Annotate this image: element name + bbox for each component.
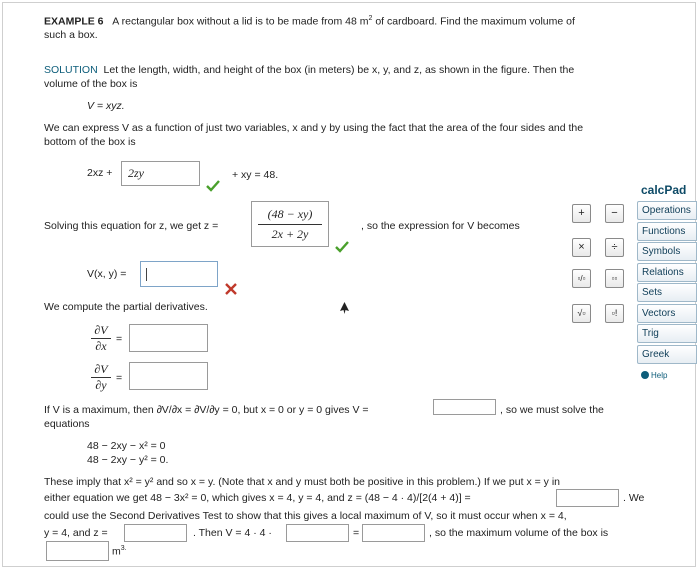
divide-button[interactable]: ÷ (605, 238, 624, 257)
v-product-input[interactable] (286, 524, 349, 542)
solution-line-1: SOLUTION Let the length, width, and height of the box (in meters) be x, y, and z, as shown in the figure. Then the (44, 64, 575, 76)
z-value-input[interactable] (556, 489, 619, 507)
z-fraction: $\frac{(48 - xy)}{2x + 2y}$ (258, 207, 322, 242)
dv-dy-label: ∂V ∂y (91, 362, 111, 393)
tab-symbols[interactable]: Symbols (637, 242, 697, 261)
example-heading: EXAMPLE 6 A rectangular box without a lid is to be made from 48 $m^2$ of cardboard. Find the maximum volume of (44, 15, 575, 28)
solve-z-text: Solving this equation for z, we get z = (44, 220, 219, 232)
sqrt-button[interactable]: √▫ (572, 304, 591, 323)
v-result-input[interactable] (362, 524, 425, 542)
help-link[interactable]: Help (641, 371, 667, 380)
implies-line-4d: , so the maximum volume of the box is (429, 527, 609, 539)
dv-dx-equals: = (116, 333, 123, 345)
dv-dy-equals: = (116, 372, 123, 384)
maximum-text-3: equations (44, 418, 90, 430)
z-answer-input[interactable] (251, 201, 329, 247)
volume-unit: $m^{3.}$ (112, 545, 127, 558)
implies-line-4b: . Then V = 4 · 4 · (193, 527, 272, 539)
implies-line-3: could use the Second Derivatives Test to show that this gives a local maximum of V, so it must occur when x = 4, (44, 510, 567, 522)
calcpad-title: calcPad (641, 183, 687, 197)
maximum-text-2: , so we must solve the (500, 404, 604, 416)
example-text-cont: such a box. (44, 29, 98, 41)
equation-2: 48 − 2xy − y² = 0. (87, 454, 169, 466)
correct-check-icon (206, 180, 220, 192)
maximum-text-1: If V is a maximum, then ∂V/∂x = ∂V/∂y = 0, but x = 0 or y = 0 gives V = (44, 404, 369, 416)
z-final-input[interactable] (124, 524, 187, 542)
max-volume-input[interactable] (46, 541, 109, 561)
solve-z-after: , so the expression for V becomes (361, 220, 520, 232)
implies-equals: = (353, 527, 360, 539)
implies-line-2-end: . We (623, 492, 645, 504)
tab-vectors[interactable]: Vectors (637, 304, 697, 323)
correct-check-icon-2 (335, 241, 349, 253)
implies-line-1: These imply that x² = y² and so x = y. (Note that x and y must both be positive in this problem.) If we put x = y in (44, 476, 560, 488)
implies-line-4a: y = 4, and z = (44, 527, 108, 539)
partials-text: We compute the partial derivatives. (44, 301, 208, 313)
solution-line-4: bottom of the box is (44, 136, 136, 148)
mouse-pointer-icon (340, 302, 349, 314)
text-cursor (146, 268, 147, 281)
incorrect-x-icon (225, 283, 237, 295)
tab-sets[interactable]: Sets (637, 283, 697, 302)
implies-line-2: either equation we get 48 − 3x² = 0, which gives x = 4, y = 4, and z = (48 − 4 · 4)/[2(4 + 4)] = (44, 492, 471, 504)
area-equation-suffix: + xy = 48. (232, 169, 279, 181)
times-button[interactable]: × (572, 238, 591, 257)
factorial-button[interactable]: ▫! (605, 304, 624, 323)
area-equation-prefix: 2xz + (87, 167, 113, 179)
calcpad-tabs (637, 201, 697, 365)
dv-dx-label: ∂V ∂x (91, 323, 111, 354)
solution-label: SOLUTION (44, 64, 98, 76)
equation-1: 48 − 2xy − x² = 0 (87, 440, 166, 452)
plus-button[interactable]: + (572, 204, 591, 223)
help-icon (641, 371, 649, 379)
tab-greek[interactable]: Greek (637, 345, 697, 364)
tab-functions[interactable]: Functions (637, 222, 697, 241)
minus-button[interactable]: − (605, 204, 624, 223)
area-answer-input[interactable]: 2zy (121, 161, 200, 186)
dv-dx-input[interactable] (129, 324, 208, 352)
fraction-button[interactable]: ▫/▫ (572, 269, 591, 288)
solution-line-2: volume of the box is (44, 78, 138, 90)
v-zero-input[interactable] (433, 399, 496, 415)
volume-equation: V = xyz. (87, 100, 125, 112)
example-text: A rectangular box without a lid is to be made from 48 m (112, 15, 369, 28)
tab-trig[interactable]: Trig (637, 324, 697, 343)
exponent-button[interactable]: ▫▫ (605, 269, 624, 288)
tab-operations[interactable]: Operations (637, 201, 697, 220)
solution-line-3: We can express V as a function of just two variables, x and y by using the fact that the area of the four sides and the (44, 122, 584, 134)
v-func-label: V(x, y) = (87, 268, 127, 280)
v-func-input[interactable] (140, 261, 218, 287)
example-label: EXAMPLE 6 (44, 15, 104, 28)
dv-dy-input[interactable] (129, 362, 208, 390)
tab-relations[interactable]: Relations (637, 263, 697, 282)
